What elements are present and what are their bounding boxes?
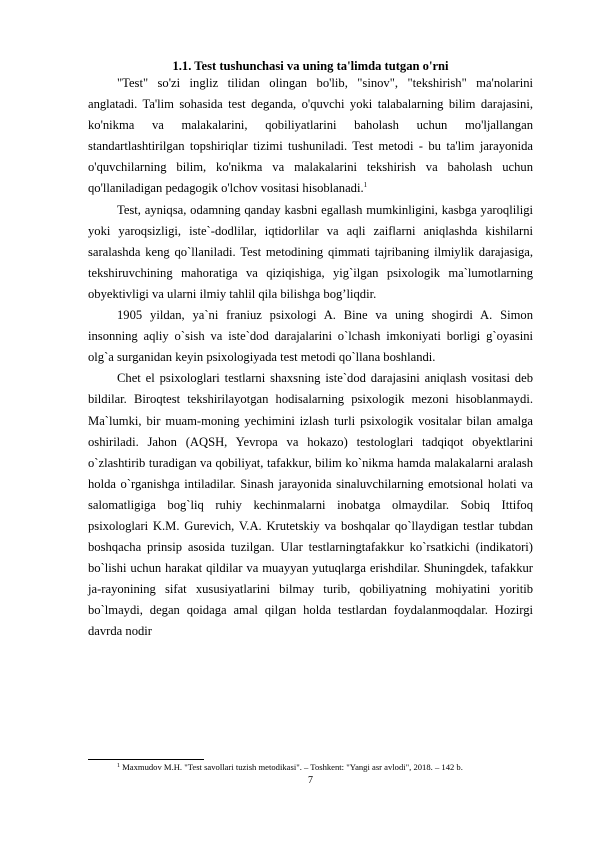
footnote bbox=[88, 762, 533, 773]
paragraph-text: Chet el psixologlari testlarni shaxsning iste`dod darajasini aniqlash vositasi deb bildilar. Biroqtest tekshirilayotgan hodisalarning psixologik mezoni hisoblanmaydi. Ma`lumki, bir muam-moning yechimini izlash turli psixologik vositalar bilan amalga oshiriladi. Jahon (AQSH, Yevropa va hokazo) testologlari tadqiqot obyektlarini o`zlashtirib turadigan va qobiliyat, tafakkur, bilim ko`nikma hamda malakalarni aralash holda o`rganishga intiladilar. Sinash jarayonida sinaluvchilarning emotsional holati va salomatligiga bog`liq ruhiy kechinmalarni inobatga olmaydilar. Sobiq Ittifoq psixologlari K.M. Gurevich, V.A. Krutetskiy va boshqalar qo`llaydigan testlar tubdan boshqacha prinsip asosida tuzilgan. Ular testlarningtafakkur ko`rsatkichi (indikatori) bo`lishi uchun harakat qildilar va muayyan yutuqlarga erishdilar. Shuningdek, tafakkur ja-rayonining sifat xususiyatlarini bilmay turib, qobiliyatning mohiyatini yoritib bo`lmaydi, degan qoidaga amal qilgan holda testlardan foydalanmoqdalar. Hozirgi davrda nodir bbox=[88, 371, 533, 639]
paragraph-text: Test, ayniqsa, odamning qanday kasbni egallash mumkinligini, kasbga yaroqliligi yoki yaroqsizligi, iste`-dodlilar, iqtidorlilar va aqli zaiflarni aniqlashda kishilarni saralashda keng qo`llaniladi. Test metodining qimmati tajribaning ilmiylik darajasiga, tekshiruvchining mahoratiga va qiziqishiga, yig`ilgan psixologik ma`lumotlarning obyektivligi va ularni ilmiy tahlil qila bilishga bog’liqdir. bbox=[88, 202, 533, 301]
paragraph bbox=[88, 73, 533, 200]
footnote-marker: 1 bbox=[117, 763, 120, 769]
footnote-reference: 1 bbox=[363, 181, 368, 190]
paragraph bbox=[88, 305, 533, 368]
section-heading: 1.1. Test tushunchasi va uning ta'limda tutgan o'rni bbox=[172, 59, 449, 73]
paragraph bbox=[88, 200, 533, 305]
paragraph bbox=[88, 368, 533, 642]
footnote-separator bbox=[88, 759, 204, 760]
paragraph-text: "Test" so'zi ingliz tilidan olingan bo'lib, "sinov", "tekshirish" ma'nolarini anglatadi. Ta'lim sohasida test deganda, o'quvchi yoki talabalarning bilim darajasini, ko'nikma va malakalarini, qobiliyatlarini baholash uchun mo'ljallangan standartlashtirilgan topshiriqlar tizimi tushuniladi. Test metodi - bu ta'lim jarayonida o'quvchilarning bilim, ko'nikma va malakalarini tekshirish va baholash uchun qo'llaniladigan pedagogik o'lchov vositasi hisoblanadi. bbox=[88, 76, 533, 196]
page-number: 7 bbox=[308, 775, 313, 786]
footnote-text: Maxmudov M.H. "Test savollari tuzish metodikasi". – Toshkent: "Yangi asr avlodi", 2018. – 142 b. bbox=[122, 762, 463, 772]
body-text bbox=[88, 73, 533, 643]
paragraph-text: 1905 yildan, ya`ni franiuz psixologi A. Bine va uning shogirdi A. Simon insonning aqliy o`sish va iste`dod darajalarini o`lchash imkoniyati borligi g`oyasini olg`a surganidan keyin psixologiyada test metodi qo`llana boshlandi. bbox=[88, 308, 533, 365]
